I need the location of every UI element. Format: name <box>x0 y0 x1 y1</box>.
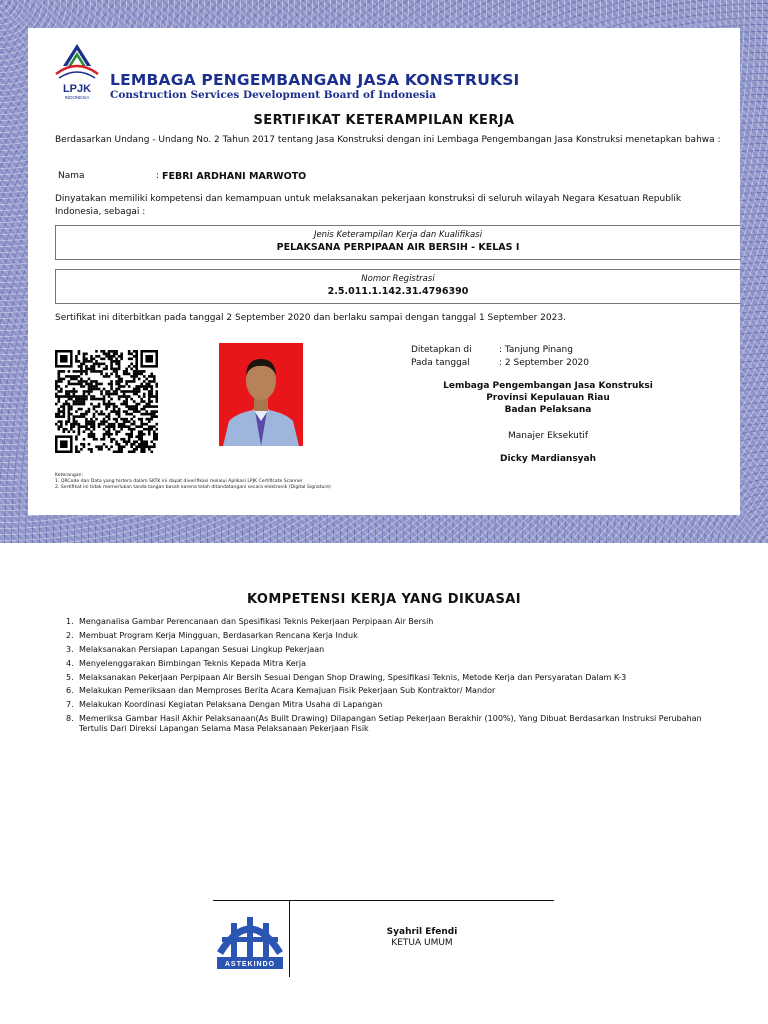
notes-line-2: 2. Sertifikat ini tidak memerlukan tanda tangan basah karena telah ditandatangani secara elektronik (Digital Signature) <box>55 485 331 490</box>
list-item <box>66 714 706 734</box>
list-item-text: Melakukan Pemeriksaan dan Memproses Berita Acara Kemajuan Fisik Pekerjaan Sub Kontraktor/ Mandor <box>79 686 496 696</box>
list-item-text: Menganalisa Gambar Perencanaan dan Spesifikasi Teknis Pekerjaan Perpipaan Air Bersih <box>79 617 434 626</box>
list-item-number: 4. <box>66 658 74 668</box>
qualification-box <box>55 225 740 260</box>
certificate-sheet <box>28 28 740 515</box>
holder-name: FEBRI ARDHANI MARWOTO <box>162 171 307 182</box>
list-item <box>66 631 706 641</box>
competencies-list <box>66 617 706 738</box>
footer-top-line <box>213 900 554 901</box>
list-item <box>66 645 706 655</box>
list-item-number: 5. <box>66 672 74 682</box>
issuer-line-2: Provinsi Kepulauan Riau <box>486 393 610 403</box>
list-item <box>66 700 706 710</box>
list-item <box>66 673 706 683</box>
list-item-number: 1. <box>66 617 74 626</box>
footer-signer-name: Syahril Efendi <box>386 927 458 937</box>
validity-text: Sertifikat ini diterbitkan pada tanggal 2 September 2020 dan berlaku sampai dengan tanggal 1 September 2023. <box>55 313 566 323</box>
lpjk-logo-text: LPJK <box>62 83 92 95</box>
registration-label: Nomor Registrasi <box>361 274 435 284</box>
statement-text: Dinyatakan memiliki kompetensi dan kemampuan untuk melaksanakan pekerjaan konstruksi di seluruh wilayah Negara Kesatuan Republik Indonesia, sebagai : <box>55 194 682 217</box>
list-item-text: Membuat Program Kerja Mingguan, Berdasarkan Rencana Kerja Induk <box>79 630 358 640</box>
astekindo-logo <box>214 903 286 973</box>
holder-photo <box>219 343 303 446</box>
list-item-number: 8. <box>66 714 74 724</box>
place-value: : Tanjung Pinang <box>499 345 573 355</box>
signer-name: Dicky Mardiansyah <box>499 454 597 464</box>
qualification-value: PELAKSANA PERPIPAAN AIR BERSIH - KELAS I <box>276 242 520 253</box>
footer-signer-role: KETUA UMUM <box>391 938 453 948</box>
list-item-text: Memeriksa Gambar Hasil Akhir Pelaksanaan(As Built Drawing) Dilapangan Setiap Pekerjaan Berakhir (100%), Yang Dibuat Berdasarkan Instruksi Perubahan Tertulis Dari Direksi Lapangan Selama Masa Pelaksanaan Pekerjaan Fisik <box>79 714 702 734</box>
org-name: LEMBAGA PENGEMBANGAN JASA KONSTRUKSI <box>110 71 520 89</box>
name-colon: : <box>156 171 160 181</box>
certificate-title: SERTIFIKAT KETERAMPILAN KERJA <box>253 113 515 128</box>
list-item-number: 3. <box>66 644 74 654</box>
list-item-text: Melaksanakan Persiapan Lapangan Sesuai Lingkup Pekerjaan <box>79 644 325 654</box>
issuer-line-3: Badan Pelaksana <box>504 405 592 415</box>
qualification-label: Jenis Keterampilan Kerja dan Kualifikasi <box>313 230 483 240</box>
notes <box>55 473 331 491</box>
issuer-line-1: Lembaga Pengembangan Jasa Konstruksi <box>443 381 653 391</box>
notes-heading: Keterangan: <box>55 473 84 478</box>
date-label: Pada tanggal <box>411 358 470 368</box>
list-item-number: 2. <box>66 630 74 640</box>
lpjk-logo-subtext: INDONESIA <box>64 95 90 100</box>
list-item <box>66 617 706 627</box>
registration-number: 2.5.011.1.142.31.4796390 <box>327 286 469 297</box>
registration-box <box>55 269 740 304</box>
date-value: : 2 September 2020 <box>499 358 589 368</box>
list-item-number: 6. <box>66 686 74 696</box>
list-item-text: Melakukan Koordinasi Kegiatan Pelaksana Dengan Mitra Usaha di Lapangan <box>79 700 383 710</box>
name-label: Nama <box>58 171 85 181</box>
list-item <box>66 659 706 669</box>
notes-line-1: 1. QRCode dan Data yang tertera dalam SKTK ini dapat diverifikasi melalui Aplikasi LPJK Certificate Scanner <box>55 479 303 484</box>
list-item-text: Menyelenggarakan Bimbingan Teknis Kepada Mitra Kerja <box>79 658 307 668</box>
astekindo-logo-text: ASTEKINDO <box>224 961 276 968</box>
place-label: Ditetapkan di <box>411 345 472 355</box>
intro-text: Berdasarkan Undang - Undang No. 2 Tahun 2017 tentang Jasa Konstruksi dengan ini Lembaga Pengembangan Jasa Konstruksi menetapkan bahwa : <box>55 135 721 145</box>
list-item-number: 7. <box>66 700 74 710</box>
signer-title: Manajer Eksekutif <box>507 431 589 441</box>
list-item <box>66 686 706 696</box>
list-item-text: Melaksanakan Pekerjaan Perpipaan Air Bersih Sesuai Dengan Shop Drawing, Spesifikasi Teknis, Metode Kerja dan Persyaratan Dalam K-3 <box>79 672 627 682</box>
qr-code <box>55 350 158 453</box>
org-name-english: Construction Services Development Board of Indonesia <box>110 89 437 101</box>
lpjk-logo <box>53 40 101 102</box>
competencies-title: KOMPETENSI KERJA YANG DIKUASAI <box>247 592 521 607</box>
